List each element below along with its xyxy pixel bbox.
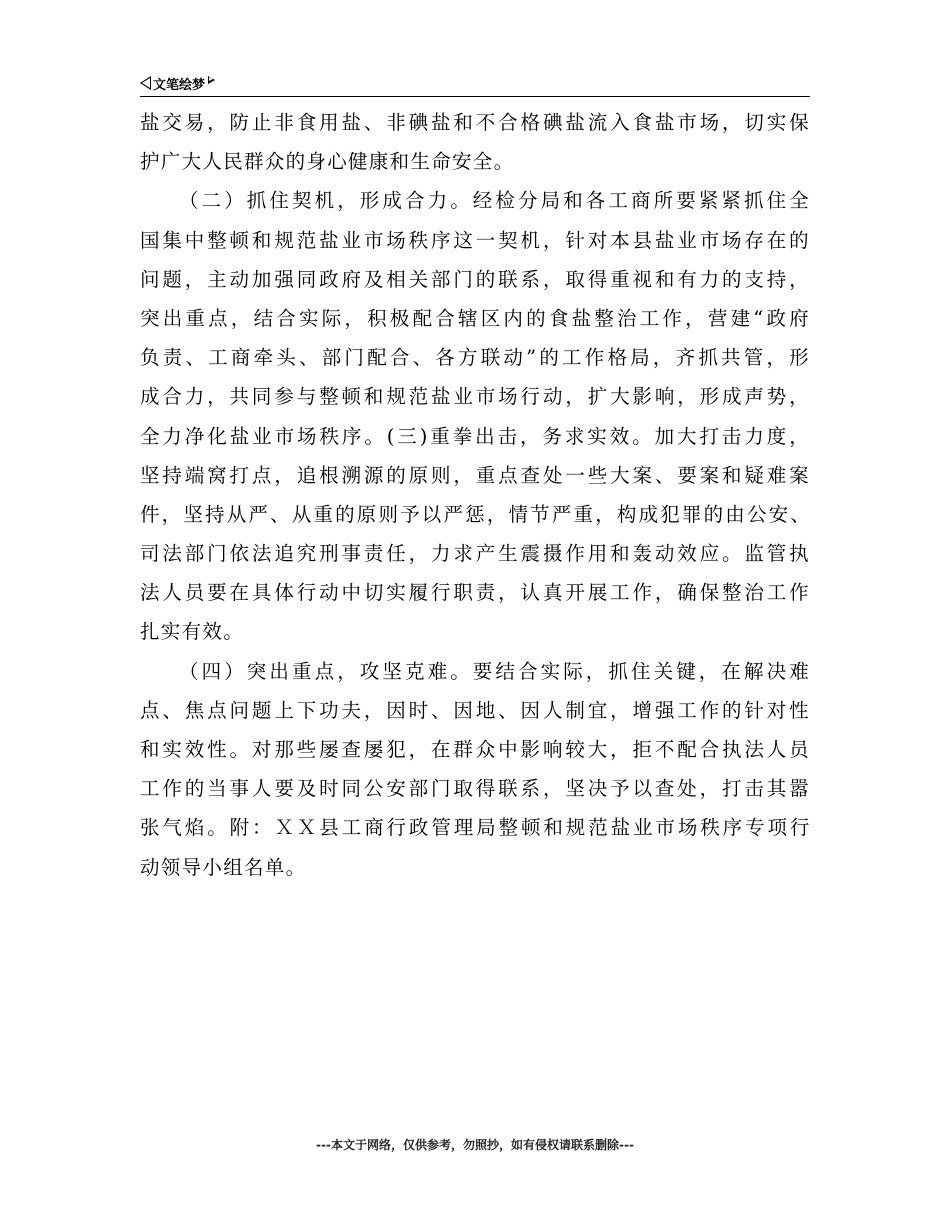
header-brand [140,72,215,94]
right-triangle-icon [208,76,215,84]
body-line: 坚持端窝打点，追根溯源的原则，重点查处一些大案、要案和疑难案 [140,463,810,487]
document-body [140,103,810,887]
body-line: 法人员要在具体行动中切实履行职责，认真开展工作，确保整治工作 [140,581,810,605]
body-line: 成合力，共同参与整顿和规范盐业市场行动，扩大影响，形成声势， [140,385,810,409]
body-line: 工作的当事人要及时同公安部门取得联系，坚决予以查处，打击其嚣 [140,777,810,801]
body-line: 和实效性。对那些屡查屡犯，在群众中影响较大，拒不配合执法人员 [140,738,810,761]
body-line: 点、焦点问题上下功夫，因时、因地、因人制宜，增强工作的针对性 [140,698,810,722]
body-line: 护广大人民群众的身心健康和生命安全。 [140,150,515,174]
header-title: 文笔绘梦 [153,77,206,93]
footer-notice: ---本文于网络，仅供参考，勿照抄，如有侵权请联系删除--- [316,1138,634,1152]
body-line: （二）抓住契机，形成合力。经检分局和各工商所要紧紧抓住全 [179,189,810,213]
body-line: 问题，主动加强同政府及相关部门的联系，取得重视和有力的支持， [140,267,810,291]
body-line: 司法部门依法追究刑事责任，力求产生震摄作用和轰动效应。监管执 [140,542,810,566]
body-line: 动领导小组名单。 [140,855,307,879]
body-line: 件，坚持从严、从重的原则予以严惩，情节严重，构成犯罪的由公安、 [140,502,810,526]
body-line: 全力净化盐业市场秩序。(三)重拳出击，务求实效。加大打击力度， [140,424,810,448]
body-line: （四）突出重点，攻坚克难。要结合实际，抓住关键，在解决难 [179,659,810,683]
body-line: 张气焰。附：ＸＸ县工商行政管理局整顿和规范盐业市场秩序专项行 [140,816,810,840]
body-line: 盐交易，防止非食用盐、非碘盐和不合格碘盐流入食盐市场，切实保 [140,111,810,134]
body-line: 突出重点，结合实际，积极配合辖区内的食盐整治工作，营建“政府 [140,306,810,330]
body-line: 负责、工商牵头、部门配合、各方联动”的工作格局，齐抓共管，形 [140,346,810,370]
page-header [140,72,810,97]
left-triangle-icon [140,76,151,90]
body-line: 国集中整顿和规范盐业市场秩序这一契机，针对本县盐业市场存在的 [140,228,810,252]
body-line: 扎实有效。 [140,620,245,644]
